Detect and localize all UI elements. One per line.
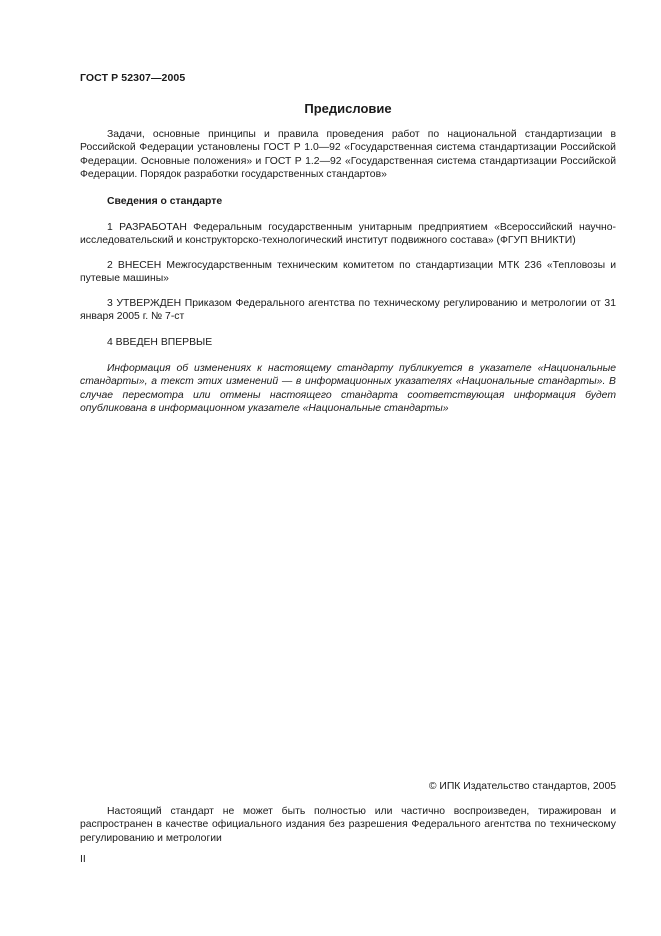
preface-title: Предисловие <box>304 101 392 116</box>
page-number: II <box>80 854 86 865</box>
copyright-line: © ИПК Издательство стандартов, 2005 <box>428 781 616 792</box>
reproduction-rights-paragraph: Настоящий стандарт не может быть полностью или частично воспроизведен, тиражирован и распространен в качестве официального издания без разрешения Федерального агентства по техническому регулированию и метрологии <box>80 806 616 844</box>
document-code-header: ГОСТ Р 52307—2005 <box>80 72 186 84</box>
preface-intro-paragraph: Задачи, основные принципы и правила проведения работ по национальной стандартизации в Российской Федерации установлены ГОСТ Р 1.0—92 «Государственная система стандартизации Российской Федерации. Основные положения» и ГОСТ Р 1.2—92 «Государственная система стандартизации Российской Федерации. Порядок разработки государственных стандартов» <box>80 129 616 181</box>
info-item-submitted: 2 ВНЕСЕН Межгосударственным техническим комитетом по стандартизации МТК 236 «Тепловозы и путевые машины» <box>80 260 616 285</box>
amendments-notice-paragraph: Информация об изменениях к настоящему стандарту публикуется в указателе «Национальные стандарты», а текст этих изменений — в информационных указателях «Национальные стандарты». В случае пересмотра или отмены настоящего стандарта соответствующая информация будет опубликована в информационном указателе «Национальные стандарты» <box>80 363 616 415</box>
info-item-developed: 1 РАЗРАБОТАН Федеральным государственным унитарным предприятием «Всероссийский научно-исследовательский и конструкторско-технологический институт подвижного состава» (ФГУП ВНИКТИ) <box>80 222 616 247</box>
document-page <box>80 0 616 936</box>
info-item-approved: 3 УТВЕРЖДЕН Приказом Федерального агентства по техническому регулированию и метрологии от 31 января 2005 г. № 7-ст <box>80 298 616 323</box>
standard-info-heading: Сведения о стандарте <box>107 196 223 207</box>
info-item-introduced: 4 ВВЕДЕН ВПЕРВЫЕ <box>107 337 213 348</box>
